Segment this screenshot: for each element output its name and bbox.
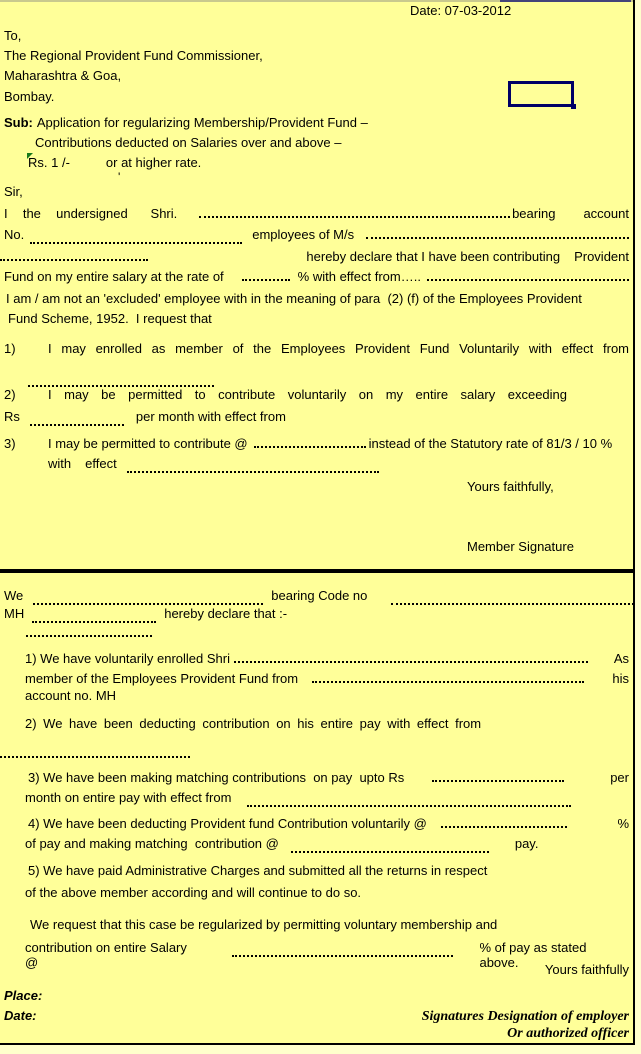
region-label: Maharashtra & Goa, bbox=[4, 68, 122, 83]
account-no-line bbox=[4, 224, 629, 242]
dotted-blank-name bbox=[199, 203, 510, 218]
excluded-text-1: I am / am not an 'excluded' employee with in the meaning of para (2) (f) of the Employees Provident bbox=[6, 291, 582, 306]
employer-item-1c-text: account no. MH bbox=[25, 688, 117, 703]
excluded-line-1 bbox=[6, 291, 629, 306]
member-item-2-cont bbox=[4, 406, 629, 424]
mh-label: MH bbox=[4, 606, 25, 621]
member-item-3 bbox=[4, 433, 629, 451]
item-3-text: I may be permitted to contribute @ bbox=[48, 436, 248, 451]
stray-apostrophe: ' bbox=[118, 170, 121, 184]
subject-label: Sub: bbox=[4, 115, 33, 130]
employer-closing-line bbox=[4, 962, 629, 977]
undersigned-text: I the undersigned Shri. bbox=[4, 206, 178, 221]
selected-cell[interactable] bbox=[508, 81, 574, 107]
employer-item-3b bbox=[25, 787, 629, 805]
member-item-1-blank bbox=[28, 372, 629, 387]
employer-item-5a-text: 5) We have paid Administrative Charges and submitted all the returns in respect bbox=[28, 863, 488, 878]
dotted-blank-shri bbox=[234, 648, 588, 663]
employer-item-2-text: 2) We have been deducting contribution on his entire pay with effect from bbox=[25, 716, 482, 731]
member-signature: Member Signature bbox=[467, 539, 574, 554]
employer-mh-blank-2 bbox=[26, 622, 629, 637]
account-text: account bbox=[583, 206, 629, 221]
employer-item-1c bbox=[25, 688, 629, 703]
rate-suffix: % with effect from….. bbox=[297, 269, 421, 284]
subject-line-1 bbox=[4, 115, 629, 130]
employer-item-1a bbox=[25, 648, 629, 666]
dotted-blank-voluntary-rate bbox=[441, 813, 567, 828]
item-3-suffix: instead of the Statutory rate of 81/3 / 10 % bbox=[368, 436, 613, 451]
employer-closing: Yours faithfully bbox=[544, 962, 629, 977]
dotted-blank-contribute-rate bbox=[254, 433, 366, 448]
request-line-1 bbox=[30, 917, 629, 932]
item-number: 2) bbox=[4, 387, 16, 402]
item-2-text: I may be permitted to contribute voluntarily on my entire salary exceeding bbox=[48, 387, 567, 402]
salutation-line bbox=[4, 184, 629, 199]
subject-rate-note: or at higher rate. bbox=[105, 155, 202, 170]
employer-item-1a-text: 1) We have voluntarily enrolled Shri bbox=[25, 651, 230, 666]
request-text-2: contribution on entire Salary @ bbox=[25, 940, 191, 970]
recipient-line bbox=[4, 48, 629, 63]
member-item-2 bbox=[4, 387, 629, 402]
rs-label: Rs bbox=[4, 409, 20, 424]
employer-item-3b-text: month on entire pay with effect from bbox=[25, 790, 232, 805]
dotted-blank-matching-rate bbox=[291, 838, 489, 853]
section-divider bbox=[0, 569, 641, 573]
salutation: Sir, bbox=[4, 184, 23, 199]
recipient-label: The Regional Provident Fund Commissioner, bbox=[4, 48, 263, 63]
dotted-blank-rate bbox=[242, 266, 290, 281]
employer-item-4b-text: of pay and making matching contribution @ bbox=[25, 836, 279, 851]
employer-item-5a bbox=[28, 863, 629, 878]
his-text: his bbox=[612, 671, 629, 686]
place-label: Place: bbox=[4, 988, 43, 1003]
subject-text-1: Application for regularizing Membership/Provident Fund – bbox=[36, 115, 368, 130]
item-2-cont-text: per month with effect from bbox=[135, 409, 286, 424]
per-text: per bbox=[610, 770, 629, 785]
place-line bbox=[4, 988, 629, 1003]
dotted-blank-from-date bbox=[312, 668, 584, 683]
subject-amount: Rs. 1 /- bbox=[28, 155, 70, 170]
bearing-text: bearing bbox=[512, 206, 556, 221]
excluded-text-2: Fund Scheme, 1952. I request that bbox=[8, 311, 212, 326]
dotted-blank-pay-upto bbox=[432, 767, 564, 782]
cell-fill-handle[interactable] bbox=[571, 104, 576, 109]
authorized-officer-line bbox=[4, 1026, 629, 1041]
date-value: Date: 07-03-2012 bbox=[410, 3, 512, 18]
as-text: As bbox=[613, 651, 629, 666]
employer-item-1b bbox=[25, 668, 629, 686]
signature-designation-text: Signatures Designation of employer bbox=[421, 1009, 629, 1024]
request-text-3: % of pay as stated above. bbox=[479, 940, 591, 970]
employer-we-line bbox=[4, 585, 638, 603]
member-item-3-cont bbox=[4, 453, 629, 471]
dotted-blank-account-no bbox=[30, 229, 242, 244]
date-label: Date: bbox=[4, 1008, 37, 1023]
employer-item-4a bbox=[28, 813, 629, 831]
bottom-margin-strip bbox=[0, 1045, 635, 1054]
employer-item-3a bbox=[28, 767, 629, 785]
employees-of-text: employees of M/s bbox=[252, 227, 355, 242]
employer-declare-text: hereby declare that :- bbox=[164, 606, 288, 621]
dotted-blank-deduct-date bbox=[0, 743, 190, 758]
dotted-blank-mh bbox=[32, 608, 156, 623]
item-1-text: I may enrolled as member of the Employees Provident Fund Voluntarily with effect from bbox=[48, 341, 629, 356]
item-number: 3) bbox=[4, 436, 16, 451]
employer-item-5b bbox=[25, 885, 629, 900]
to-label: To, bbox=[4, 28, 22, 43]
city-label: Bombay. bbox=[4, 89, 55, 104]
percent-text: % bbox=[617, 816, 629, 831]
rate-prefix: Fund on my entire salary at the rate of bbox=[4, 269, 224, 284]
declare-text: hereby declare that I have been contributing bbox=[306, 249, 561, 264]
bearing-code-text: bearing Code no bbox=[271, 588, 368, 603]
employer-item-2-blank bbox=[0, 743, 629, 758]
authorized-officer-text: Or authorized officer bbox=[507, 1026, 629, 1041]
provident-text: Provident bbox=[574, 249, 629, 264]
dotted-blank-employer-name bbox=[366, 224, 629, 239]
effect-text: effect bbox=[85, 456, 117, 471]
to-line bbox=[4, 28, 629, 43]
member-closing-line bbox=[467, 479, 629, 494]
member-closing: Yours faithfully, bbox=[467, 479, 554, 494]
member-item-1 bbox=[4, 341, 629, 356]
subject-line-2 bbox=[35, 135, 629, 150]
dotted-blank-item1-date bbox=[28, 372, 214, 387]
no-label: No. bbox=[4, 227, 25, 242]
dotted-blank-effect-date bbox=[427, 266, 629, 281]
dotted-blank-rs-amount bbox=[30, 411, 124, 426]
subject-line-3 bbox=[28, 155, 629, 170]
right-margin-strip bbox=[635, 0, 641, 1054]
item-number: 1) bbox=[4, 341, 16, 356]
dotted-blank-effect-date-3 bbox=[247, 792, 571, 807]
pay-text: pay. bbox=[514, 836, 539, 851]
member-signature-line bbox=[467, 539, 629, 554]
undersigned-line bbox=[4, 203, 629, 221]
dotted-blank-continued bbox=[0, 246, 148, 261]
declare-line bbox=[0, 246, 629, 264]
rate-line bbox=[4, 266, 629, 284]
excluded-line-2 bbox=[8, 311, 629, 326]
employer-item-2 bbox=[25, 716, 629, 731]
request-text-1: We request that this case be regularized by permitting voluntary membership and bbox=[30, 917, 498, 932]
employer-item-1b-text: member of the Employees Provident Fund from bbox=[25, 671, 299, 686]
employer-mh-line bbox=[4, 603, 629, 621]
top-edge-line-dark bbox=[500, 0, 631, 2]
subject-text-2: Contributions deducted on Salaries over and above – bbox=[35, 135, 342, 150]
with-text: with bbox=[48, 456, 72, 471]
employer-item-3a-text: 3) We have been making matching contributions on pay upto Rs bbox=[28, 770, 405, 785]
dotted-blank-salary-rate bbox=[232, 942, 454, 957]
employer-item-4b bbox=[25, 833, 629, 851]
we-label: We bbox=[4, 588, 24, 603]
employer-item-5b-text: of the above member according and will continue to do so. bbox=[25, 885, 362, 900]
date-line bbox=[410, 3, 629, 18]
date-signature-line bbox=[4, 1008, 629, 1024]
dotted-blank-mh-2 bbox=[26, 622, 152, 637]
dotted-blank-effect-date-2 bbox=[127, 458, 379, 473]
employer-item-4a-text: 4) We have been deducting Provident fund Contribution voluntarily @ bbox=[28, 816, 427, 831]
